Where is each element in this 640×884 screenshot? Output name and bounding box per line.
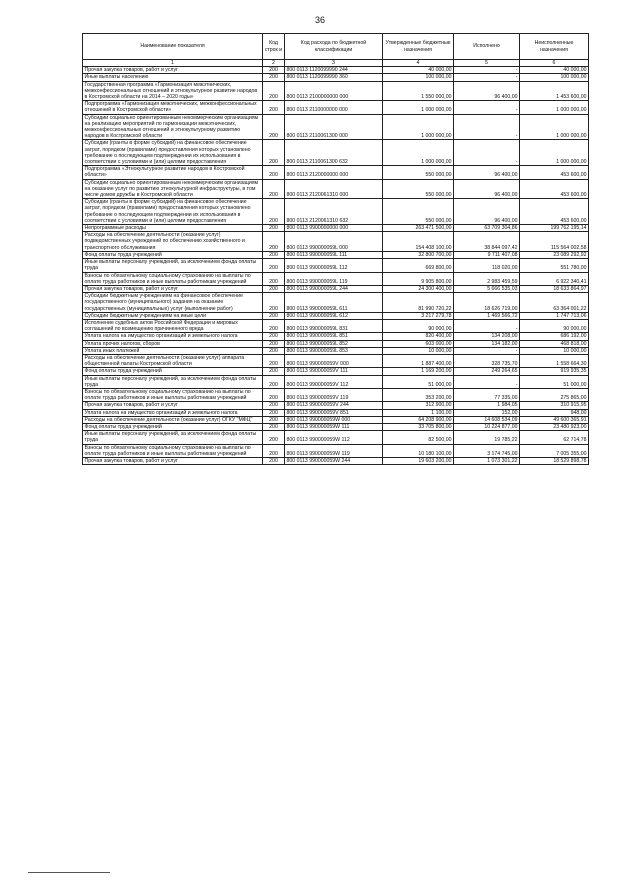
row-executed-amount: 3 174 745,00	[454, 444, 520, 457]
row-name: Фонд оплаты труда учреждений	[83, 251, 263, 258]
row-budget-code: 800 0113 9900000000 000	[285, 225, 383, 232]
row-budget-code: 800 0113 2110000000 000	[285, 101, 383, 114]
row-unexecuted-amount: 23 480 923,00	[520, 423, 589, 430]
row-line-code: 200	[263, 319, 285, 332]
row-approved-amount: 19 603 200,00	[383, 457, 454, 464]
table-row	[83, 423, 589, 430]
row-unexecuted-amount: 90 000,00	[520, 319, 589, 332]
row-budget-code: 800 0113 2120061310 000	[285, 179, 383, 199]
row-name: Расходы на обеспечение деятельности (оказание услуг) аппарата общественной палаты Костромской области	[83, 354, 263, 367]
row-approved-amount: 100 000,00	[383, 74, 454, 81]
row-budget-code: 800 0113 990000059L 611	[285, 293, 383, 313]
row-unexecuted-amount: 1 747 713,06	[520, 312, 589, 319]
row-unexecuted-amount: 1 000 000,00	[520, 114, 589, 140]
row-line-code: 200	[263, 114, 285, 140]
row-unexecuted-amount: 10 000,00	[520, 347, 589, 354]
row-budget-code: 800 0113 990000059V 111	[285, 368, 383, 375]
row-unexecuted-amount: 919 935,35	[520, 368, 589, 375]
row-budget-code: 800 0113 990000059W 000	[285, 416, 383, 423]
table-row	[83, 101, 589, 114]
row-line-code: 200	[263, 81, 285, 101]
column-number: 3	[285, 60, 383, 67]
row-budget-code: 800 0113 990000059L 612	[285, 312, 383, 319]
row-line-code: 200	[263, 74, 285, 81]
column-number: 2	[263, 60, 285, 67]
table-row	[83, 457, 589, 464]
row-name: Иные выплаты персоналу учреждений, за исключением фонда оплаты труда	[83, 431, 263, 444]
row-line-code: 200	[263, 423, 285, 430]
row-unexecuted-amount: 1 453 600,00	[520, 81, 589, 101]
row-budget-code: 800 0113 990000059L 831	[285, 319, 383, 332]
row-approved-amount: 64 208 900,00	[383, 416, 454, 423]
column-number-row	[83, 60, 589, 67]
row-approved-amount: 10 180 100,00	[383, 444, 454, 457]
row-approved-amount: 90 000,00	[383, 319, 454, 332]
row-executed-amount: 19 785,22	[454, 431, 520, 444]
row-executed-amount: 1 073 301,22	[454, 457, 520, 464]
header-budget-code: Код расхода по бюджетной классификации	[285, 34, 383, 60]
table-row	[83, 319, 589, 332]
table-row	[83, 333, 589, 340]
table-row	[83, 285, 589, 292]
row-unexecuted-amount: 686 192,00	[520, 333, 589, 340]
row-approved-amount: 82 500,00	[383, 431, 454, 444]
row-budget-code: 800 0113 1120099990 360	[285, 74, 383, 81]
row-line-code: 200	[263, 347, 285, 354]
row-line-code: 200	[263, 333, 285, 340]
row-line-code: 200	[263, 225, 285, 232]
table-header-row	[83, 34, 589, 60]
row-approved-amount: 154 408 100,00	[383, 232, 454, 252]
table-row	[83, 225, 589, 232]
row-budget-code: 800 0113 990000059V 244	[285, 402, 383, 409]
header-unexecuted: Неисполненные назначения	[520, 34, 589, 60]
row-executed-amount: 2 983 459,59	[454, 272, 520, 285]
row-name: Иные выплаты персоналу учреждений, за исключением фонда оплаты труда	[83, 375, 263, 388]
row-approved-amount: 3 217 279,78	[383, 312, 454, 319]
row-line-code: 200	[263, 354, 285, 367]
row-budget-code: 800 0113 990000059L 119	[285, 272, 383, 285]
table-row	[83, 114, 589, 140]
row-name: Фонд оплаты труда учреждений	[83, 368, 263, 375]
row-name: Расходы на обеспечение деятельности (оказание услуг) ОГКУ "МФЦ"	[83, 416, 263, 423]
row-approved-amount: 1 887 400,00	[383, 354, 454, 367]
row-unexecuted-amount: 310 915,95	[520, 402, 589, 409]
row-name: Непрограммные расходы	[83, 225, 263, 232]
table-row	[83, 409, 589, 416]
row-line-code: 200	[263, 431, 285, 444]
row-name: Взносы по обязательному социальному страхованию на выплаты по оплате труда работников и иные выплаты работникам учреждений	[83, 388, 263, 401]
row-approved-amount: 603 000,00	[383, 340, 454, 347]
table-row	[83, 354, 589, 367]
row-name: Уплата прочих налогов, сборов	[83, 340, 263, 347]
row-executed-amount: 249 264,65	[454, 368, 520, 375]
row-budget-code: 800 0113 990000059L 853	[285, 347, 383, 354]
header-line-code: Код строк и	[263, 34, 285, 60]
row-line-code: 200	[263, 285, 285, 292]
row-executed-amount: -	[454, 67, 520, 74]
row-executed-amount: 77 335,00	[454, 388, 520, 401]
table-row	[83, 293, 589, 313]
row-budget-code: 800 0113 990000059W 112	[285, 431, 383, 444]
row-executed-amount: 10 224 877,00	[454, 423, 520, 430]
row-executed-amount: -	[454, 347, 520, 354]
row-line-code: 200	[263, 444, 285, 457]
row-unexecuted-amount: 51 000,00	[520, 375, 589, 388]
table-row	[83, 67, 589, 74]
row-line-code: 200	[263, 101, 285, 114]
row-name: Государственная программа «Гармонизация межэтнических, межконфессиональных отношений и этнокультурное развитие народов в Костромской области на 2014 – 2020 годы»	[83, 81, 263, 101]
row-line-code: 200	[263, 166, 285, 179]
header-executed: Исполнено	[454, 34, 520, 60]
row-approved-amount: 51 000,00	[383, 375, 454, 388]
row-budget-code: 800 0113 2100000000 000	[285, 81, 383, 101]
row-line-code: 200	[263, 312, 285, 319]
row-name: Уплата иных платежей	[83, 347, 263, 354]
table-row	[83, 166, 589, 179]
table-row	[83, 199, 589, 225]
row-unexecuted-amount: 1 558 664,30	[520, 354, 589, 367]
table-row	[83, 388, 589, 401]
row-approved-amount: 550 000,00	[383, 179, 454, 199]
row-budget-code: 800 0113 990000059L 112	[285, 259, 383, 272]
row-budget-code: 800 0113 990000059L 851	[285, 333, 383, 340]
row-budget-code: 800 0113 2120000000 000	[285, 166, 383, 179]
column-number: 1	[83, 60, 263, 67]
footer-rule	[28, 872, 110, 873]
row-name: Иные выплаты персоналу учреждений, за исключением фонда оплаты труда	[83, 259, 263, 272]
row-approved-amount: 1 100,00	[383, 409, 454, 416]
row-budget-code: 800 0113 2120061310 632	[285, 199, 383, 225]
row-approved-amount: 550 000,00	[383, 166, 454, 179]
row-unexecuted-amount: 62 714,78	[520, 431, 589, 444]
row-budget-code: 800 0113 990000059W 119	[285, 444, 383, 457]
row-name: Исполнение судебных актов Российской Федерации и мировых соглашений по возмещению причиненного вреда	[83, 319, 263, 332]
row-line-code: 200	[263, 179, 285, 199]
row-approved-amount: 32 800 700,00	[383, 251, 454, 258]
row-executed-amount: 63 709 304,86	[454, 225, 520, 232]
table-row	[83, 74, 589, 81]
row-unexecuted-amount: 199 762 195,14	[520, 225, 589, 232]
row-line-code: 200	[263, 251, 285, 258]
row-executed-amount: 152,00	[454, 409, 520, 416]
table-row	[83, 347, 589, 354]
row-executed-amount: 9 711 407,08	[454, 251, 520, 258]
row-name: Субсидии социально ориентированным некоммерческим организациям на реализацию мероприятий по гармонизации межэтнических, межконфессиональных отношений и этнокультурному развитию народов в Костромской области	[83, 114, 263, 140]
row-unexecuted-amount: 948,00	[520, 409, 589, 416]
table-row	[83, 81, 589, 101]
row-budget-code: 800 0113 990000059L 244	[285, 285, 383, 292]
row-approved-amount: 353 200,00	[383, 388, 454, 401]
row-executed-amount: 1 984,05	[454, 402, 520, 409]
row-budget-code: 800 0113 990000059V 112	[285, 375, 383, 388]
row-line-code: 200	[263, 388, 285, 401]
row-executed-amount: 14 608 534,09	[454, 416, 520, 423]
row-unexecuted-amount: 100 000,00	[520, 74, 589, 81]
row-approved-amount: 1 000 000,00	[383, 114, 454, 140]
table-row	[83, 431, 589, 444]
table-row	[83, 402, 589, 409]
row-unexecuted-amount: 468 818,00	[520, 340, 589, 347]
row-budget-code: 800 0113 990000059L 852	[285, 340, 383, 347]
row-name: Субсидии (гранты в форме субсидий) на финансовое обеспечение затрат, порядком (правилами) предоставления которых установлено требование о последующем подтверждении их использования в соответствии с условиями и (или) целями предоставления	[83, 140, 263, 166]
row-line-code: 200	[263, 272, 285, 285]
row-unexecuted-amount: 49 600 365,91	[520, 416, 589, 423]
row-unexecuted-amount: 18 633 864,97	[520, 285, 589, 292]
row-executed-amount: 118 020,00	[454, 259, 520, 272]
table-row	[83, 232, 589, 252]
row-approved-amount: 669 800,00	[383, 259, 454, 272]
row-unexecuted-amount: 275 865,00	[520, 388, 589, 401]
row-line-code: 200	[263, 457, 285, 464]
row-unexecuted-amount: 1 000 000,00	[520, 140, 589, 166]
row-approved-amount: 40 000,00	[383, 67, 454, 74]
row-budget-code: 800 0113 1120099990 244	[285, 67, 383, 74]
row-name: Взносы по обязательному социальному страхованию на выплаты по оплате труда работников и иные выплаты работникам учреждений	[83, 444, 263, 457]
row-unexecuted-amount: 6 922 340,41	[520, 272, 589, 285]
row-unexecuted-amount: 7 005 355,00	[520, 444, 589, 457]
row-line-code: 200	[263, 368, 285, 375]
row-unexecuted-amount: 18 529 898,78	[520, 457, 589, 464]
table-row	[83, 312, 589, 319]
row-executed-amount: 96 400,00	[454, 81, 520, 101]
row-approved-amount: 263 471 500,00	[383, 225, 454, 232]
row-budget-code: 800 0113 2110061300 000	[285, 114, 383, 140]
row-unexecuted-amount: 1 000 000,00	[520, 101, 589, 114]
row-name: Субсидии бюджетным учреждениям на иные цели	[83, 312, 263, 319]
row-executed-amount: 134 182,00	[454, 340, 520, 347]
table-row	[83, 140, 589, 166]
row-approved-amount: 81 990 720,22	[383, 293, 454, 313]
table-body	[83, 67, 589, 465]
row-unexecuted-amount: 23 089 292,92	[520, 251, 589, 258]
row-line-code: 200	[263, 259, 285, 272]
row-approved-amount: 1 169 200,00	[383, 368, 454, 375]
row-executed-amount: -	[454, 114, 520, 140]
row-line-code: 200	[263, 140, 285, 166]
row-approved-amount: 1 000 000,00	[383, 140, 454, 166]
row-line-code: 200	[263, 409, 285, 416]
row-line-code: 200	[263, 232, 285, 252]
table-row	[83, 375, 589, 388]
row-budget-code: 800 0113 990000059W 244	[285, 457, 383, 464]
row-name: Иные выплаты населению	[83, 74, 263, 81]
row-executed-amount: 328 735,70	[454, 354, 520, 367]
page-number: 36	[314, 15, 325, 25]
row-executed-amount: 18 626 719,00	[454, 293, 520, 313]
row-line-code: 200	[263, 67, 285, 74]
row-approved-amount: 24 300 400,00	[383, 285, 454, 292]
row-unexecuted-amount: 40 000,00	[520, 67, 589, 74]
column-number: 4	[383, 60, 454, 67]
row-executed-amount: 1 469 566,72	[454, 312, 520, 319]
row-name: Фонд оплаты труда учреждений	[83, 423, 263, 430]
row-name: Подпрограмма «Гармонизация межэтнических, межконфессиональных отношений в Костромской области»	[83, 101, 263, 114]
table-row	[83, 368, 589, 375]
row-name: Уплата налога на имущество организаций и земельного налога	[83, 333, 263, 340]
row-unexecuted-amount: 453 600,00	[520, 179, 589, 199]
row-executed-amount: -	[454, 74, 520, 81]
row-name: Взносы по обязательному социальному страхованию на выплаты по оплате труда работников и иные выплаты работникам учреждений	[83, 272, 263, 285]
row-approved-amount: 1 550 000,00	[383, 81, 454, 101]
row-approved-amount: 33 705 800,00	[383, 423, 454, 430]
row-budget-code: 800 0113 990000059W 111	[285, 423, 383, 430]
header-name: Наименование показателя	[83, 34, 263, 60]
row-executed-amount: 96 400,00	[454, 166, 520, 179]
row-name: Субсидии бюджетным учреждениям на финансовое обеспечение государственного (муниципального) задания на оказание государственных (муниципальных) услуг (выполнение работ)	[83, 293, 263, 313]
row-line-code: 200	[263, 293, 285, 313]
row-line-code: 200	[263, 340, 285, 347]
row-approved-amount: 820 400,00	[383, 333, 454, 340]
row-executed-amount: -	[454, 319, 520, 332]
row-executed-amount: 134 208,00	[454, 333, 520, 340]
row-approved-amount: 1 000 000,00	[383, 101, 454, 114]
row-executed-amount: 38 844 097,42	[454, 232, 520, 252]
table-row	[83, 259, 589, 272]
table-row	[83, 340, 589, 347]
row-executed-amount: -	[454, 140, 520, 166]
row-line-code: 200	[263, 402, 285, 409]
row-budget-code: 800 0113 990000059V 851	[285, 409, 383, 416]
table-row	[83, 444, 589, 457]
row-unexecuted-amount: 453 600,00	[520, 166, 589, 179]
row-unexecuted-amount: 453 600,00	[520, 199, 589, 225]
row-approved-amount: 550 000,00	[383, 199, 454, 225]
row-approved-amount: 10 000,00	[383, 347, 454, 354]
row-executed-amount: 96 400,00	[454, 179, 520, 199]
row-name: Расходы на обеспечение деятельности (оказание услуг) подведомственных учреждений по обеспечению хозяйственного и транспортного обслуживания	[83, 232, 263, 252]
row-line-code: 200	[263, 199, 285, 225]
row-executed-amount: 5 666 535,03	[454, 285, 520, 292]
row-name: Прочая закупка товаров, работ и услуг	[83, 457, 263, 464]
column-number: 5	[454, 60, 520, 67]
table-row	[83, 416, 589, 423]
column-number: 6	[520, 60, 589, 67]
table-row	[83, 272, 589, 285]
row-unexecuted-amount: 551 780,00	[520, 259, 589, 272]
row-approved-amount: 312 900,00	[383, 402, 454, 409]
row-name: Прочая закупка товаров, работ и услуг	[83, 67, 263, 74]
row-unexecuted-amount: 115 564 002,58	[520, 232, 589, 252]
row-executed-amount: -	[454, 101, 520, 114]
row-approved-amount: 9 905 800,00	[383, 272, 454, 285]
budget-execution-table	[82, 33, 589, 465]
row-unexecuted-amount: 63 364 001,22	[520, 293, 589, 313]
row-line-code: 200	[263, 375, 285, 388]
row-name: Прочая закупка товаров, работ и услуг	[83, 285, 263, 292]
row-line-code: 200	[263, 416, 285, 423]
row-budget-code: 800 0113 990000059V 119	[285, 388, 383, 401]
row-name: Прочая закупка товаров, работ и услуг	[83, 402, 263, 409]
row-budget-code: 800 0113 990000059L 111	[285, 251, 383, 258]
row-budget-code: 800 0113 990000059L 000	[285, 232, 383, 252]
row-name: Субсидии социально ориентированным некоммерческим организациям на оказание услуг по развитию этнокультурной инфраструктуры, в том числе домов дружбы в Костромской области	[83, 179, 263, 199]
table-row	[83, 179, 589, 199]
header-approved: Утвержденные бюджетные назначения	[383, 34, 454, 60]
row-name: Подпрограмма «Этнокультурное развитие народов в Костромской области»	[83, 166, 263, 179]
row-executed-amount: 96 400,00	[454, 199, 520, 225]
table-row	[83, 251, 589, 258]
row-budget-code: 800 0113 990000059V 000	[285, 354, 383, 367]
row-name: Субсидии (гранты в форме субсидий) на финансовое обеспечение затрат, порядком (правилами) предоставления которых установлено требование о последующем подтверждении их использования в соответствии с условиями и (или) целями предоставления	[83, 199, 263, 225]
row-name: Уплата налога на имущество организаций и земельного налога	[83, 409, 263, 416]
row-executed-amount: -	[454, 375, 520, 388]
row-budget-code: 800 0113 2110061300 632	[285, 140, 383, 166]
